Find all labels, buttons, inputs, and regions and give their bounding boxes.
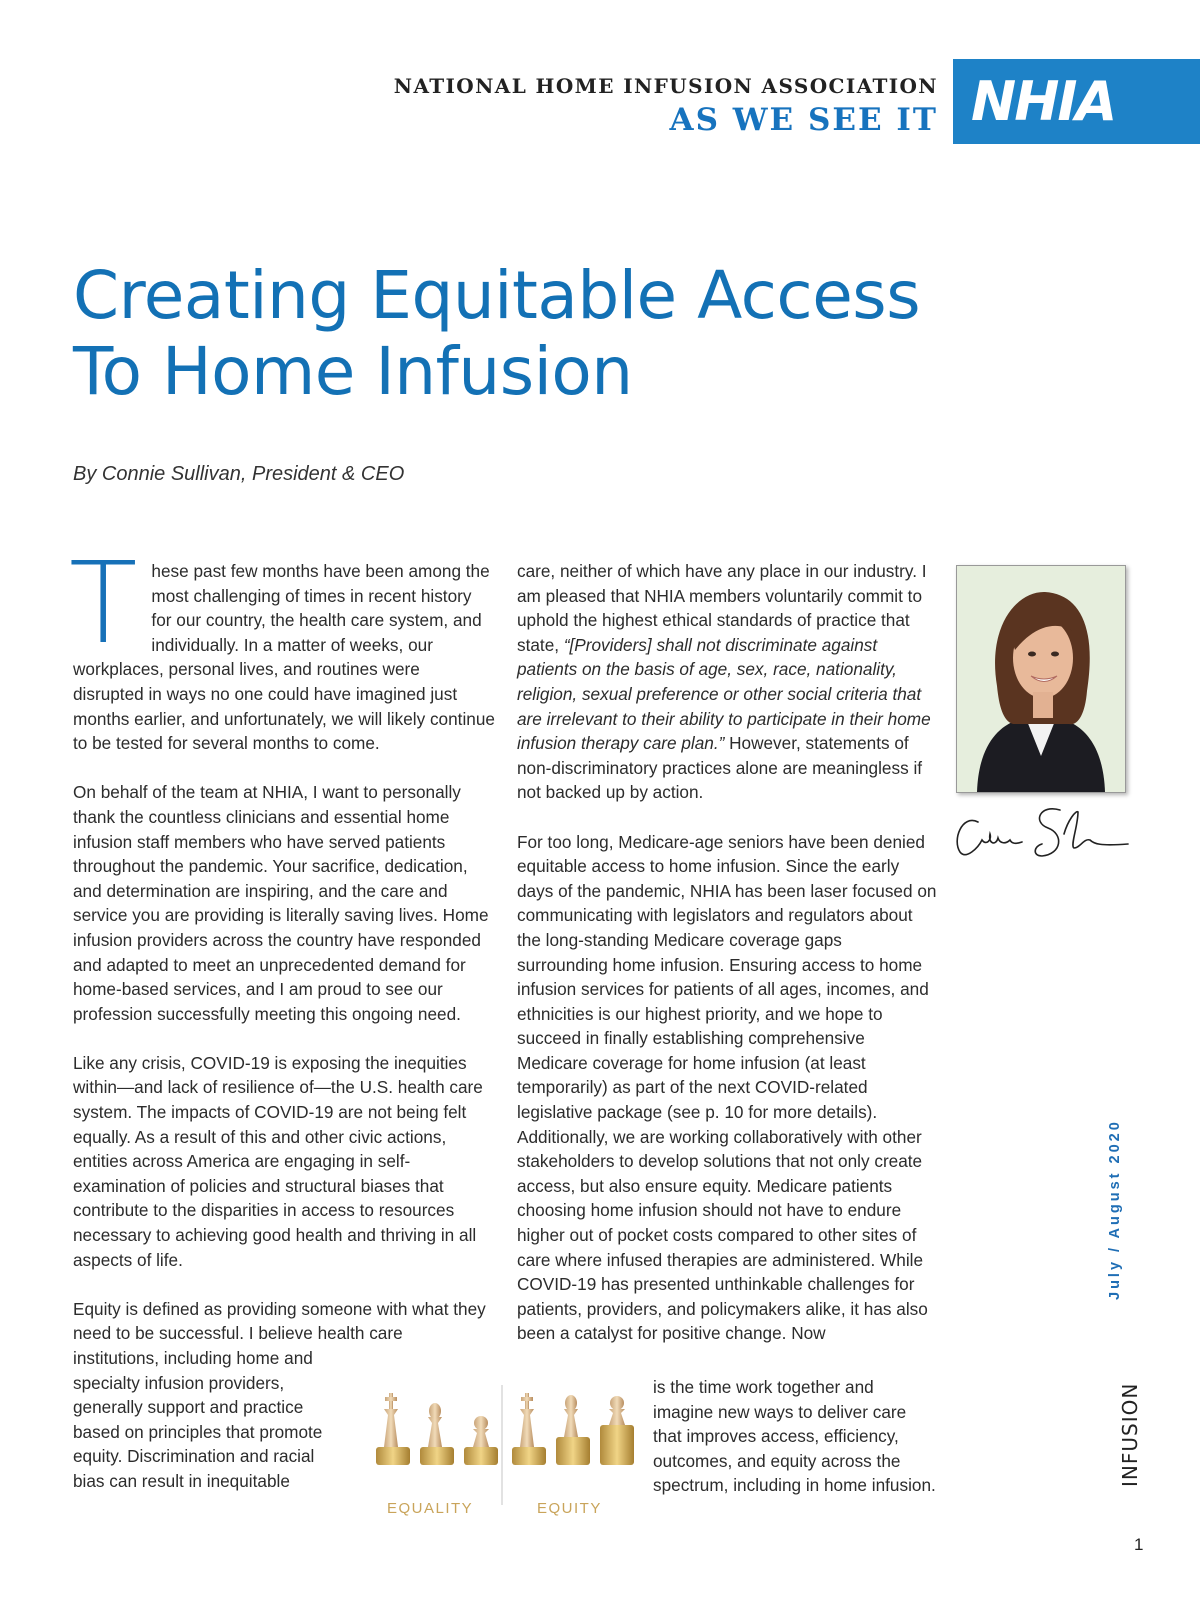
- author-photo: [956, 565, 1126, 793]
- author-signature: [952, 800, 1134, 870]
- paragraph-4-continued: institutions, including home and specialty infusion providers, generally support and practice based on principles that promote equity. Discrimination and racial bias can result in inequitable: [73, 1348, 323, 1491]
- equity-pieces: [512, 1393, 634, 1465]
- ethics-quote: “[Providers] shall not discriminate against patients on the basis of age, sex, race, nationality, religion, sexual preference or other social criteria that are irrelevant to their ability to participate in their home infusion therapy care plan.”: [517, 634, 931, 754]
- logo-text: NHIA: [971, 70, 1116, 133]
- equity-label: EQUITY: [537, 1500, 602, 1517]
- title-line-1: Creating Equitable Access: [73, 257, 921, 334]
- page-number: 1: [1134, 1535, 1144, 1554]
- paragraph-3: Like any crisis, COVID-19 is exposing the inequities within—and lack of resilience of—the U.S. health care system. The impacts of COVID-19 are not being felt equally. As a result of this and other civic actions, entities across America are engaging in self-examination of policies and structural biases that contribute to the disparities in access to resources necessary to achieving good health and thriving in all aspects of life.: [73, 1052, 483, 1270]
- organization-name: NATIONAL HOME INFUSION ASSOCIATION: [393, 74, 938, 98]
- portrait-illustration: [957, 566, 1125, 792]
- infusion-brand: INFUSION: [1118, 1382, 1142, 1487]
- paragraph-5-text-a: care, neither of which have any place in our industry. I am pleased that NHIA members voluntarily commit to uphold the highest ethical standards of practice that state,: [517, 561, 927, 655]
- article-column-1: [69, 539, 495, 1518]
- header-block: [394, 74, 938, 138]
- section-name: AS WE SEE IT: [669, 102, 938, 138]
- article-title: [73, 258, 993, 410]
- byline: By Connie Sullivan, President & CEO: [73, 463, 405, 485]
- drop-cap: T: [69, 539, 138, 669]
- paragraph-6: For too long, Medicare-age seniors have been denied equitable access to home infusion. Since the early days of the pandemic, NHIA has been laser focused on communicating with legislators and regulators about the long-standing Medicare coverage gaps surrounding home infusion. Ensuring access to home infusion services for patients of all ages, incomes, and ethnicities is our highest priority, and we hope to succeed in finally establishing comprehensive Medicare coverage for home infusion (at least temporarily) as part of the next COVID-related legislative package (see p. 10 for more details). Additionally, we are working collaboratively with other stakeholders to develop solutions that not only create access, but also ensure equity. Medicare patients choosing home infusion should not have to endure higher out of pocket costs compared to other sites of care where infused therapies are administered. While COVID-19 has presented unthinkable challenges for patients, providers, and policymakers alike, it has also been a catalyst for positive change. Now: [517, 831, 937, 1344]
- paragraph-5-text-b: However, statements of non-discriminatory practices alone are meaningless if not backed up by action.: [517, 733, 923, 803]
- issue-date: July / August 2020: [1107, 1119, 1123, 1300]
- equality-label: EQUALITY: [387, 1500, 474, 1517]
- paragraph-2: On behalf of the team at NHIA, I want to personally thank the countless clinicians and essential home infusion staff members who have served patients throughout the pandemic. Your sacrifice, dedication, and determination are inspiring, and the care and service you are providing is literally saving lives. Home infusion providers across the country have responded and adapted to meet an unprecedented demand for home-based services, and I am proud to see our profession successfully meeting this ongoing need.: [73, 782, 489, 1024]
- paragraph-1-text: hese past few months have been among the most challenging of times in recent history for our country, the health care system, and individually. In a matter of weeks, our workplaces, personal lives, and routines were disrupted in ways no one could have imagined just months earlier, and unfortunately, we will likely continue to be tested for several months to come.: [73, 561, 495, 754]
- paragraph-5: [517, 559, 937, 805]
- paragraph-1: [69, 539, 495, 756]
- paragraph-6-continued: is the time work together and imagine new ways to deliver care that improves access, efficiency, outcomes, and equity across the spectrum, including in home infusion.: [653, 1377, 936, 1496]
- article-column-2: [517, 559, 937, 1371]
- nhia-logo: [953, 59, 1200, 144]
- paragraph-4-lead: Equity is defined as providing someone with what they need to be successful. I believe health care: [73, 1298, 486, 1344]
- equality-pieces: [376, 1393, 498, 1465]
- title-line-2: To Home Infusion: [73, 333, 633, 410]
